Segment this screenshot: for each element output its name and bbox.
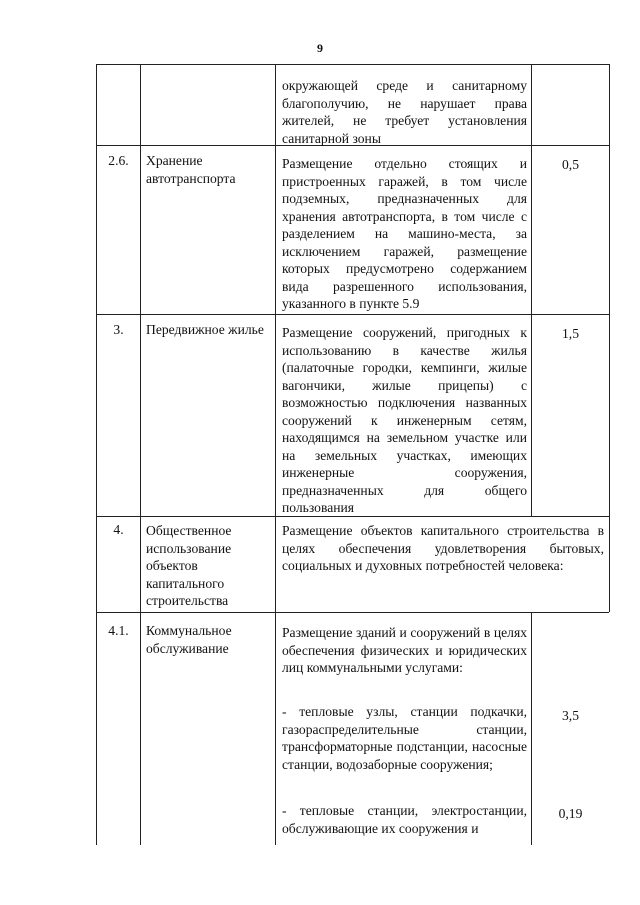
row-name: Коммунальное обслуживание [146,623,232,656]
table-border-top [96,64,609,65]
row-name: Хранение автотранспорта [146,153,236,186]
row-desc: Размещение отдельно стоящих и пристроенных гаражей, в том числе подземных, предназначенных для хранения автотранспорта, в том числе с разделением на машино-места, за исключением гаражей, размещение которых предусмотрено содержанием вида разрешенного использования, указанного в пункте 5.9 [282,156,527,311]
row-desc: Размещение объектов капитального строительства в целях обеспечения удовлетворения бытовых, социальных и духовных потребностей человека: [282,523,604,573]
column-divider [140,64,141,845]
row-desc: Размещение зданий и сооружений в целях обеспечения физических и юридических лиц коммунальными услугами: [282,625,527,675]
row-coefficient: 1,5 [562,326,579,341]
row-number: 2.6. [108,153,129,168]
row-name: Передвижное жилье [146,322,264,337]
sub-item-coefficient: 3,5 [562,708,579,723]
row-number: 4. [113,522,124,537]
row-desc: окружающей среде и санитарному благополучию, не нарушает права жителей, не требует установления санитарной зоны [282,78,527,146]
sub-item-coefficient: 0,19 [558,806,583,821]
row-desc: Размещение сооружений, пригодных к использованию в качестве жилья (палаточные городки, кемпинги, жилые вагончики, жилые прицепы) с возможностью подключения названных сооружений к инженерным сетям, находящимся на земельном участке или на земельных участках, имеющих инженерные сооружения, предназначенных для общего пользования [282,325,527,515]
table-border-right [609,64,610,612]
sub-item-desc: - тепловые узлы, станции подкачки, газораспределительные станции, трансформаторные подстанции, насосные станции, водозаборные сооружения; [282,704,527,772]
column-divider [275,64,276,845]
column-divider [531,64,532,516]
row-number: 4.1. [108,623,129,638]
row-divider [96,612,609,613]
page-number: 9 [317,41,323,55]
sub-item-desc: - тепловые станции, электростанции, обслуживающие их сооружения и [282,803,527,836]
row-coefficient: 0,5 [562,157,579,172]
table-border-left [96,64,97,845]
row-divider [96,314,609,315]
row-number: 3. [113,322,124,337]
row-name: Общественное использование объектов капитального строительства [146,523,232,608]
